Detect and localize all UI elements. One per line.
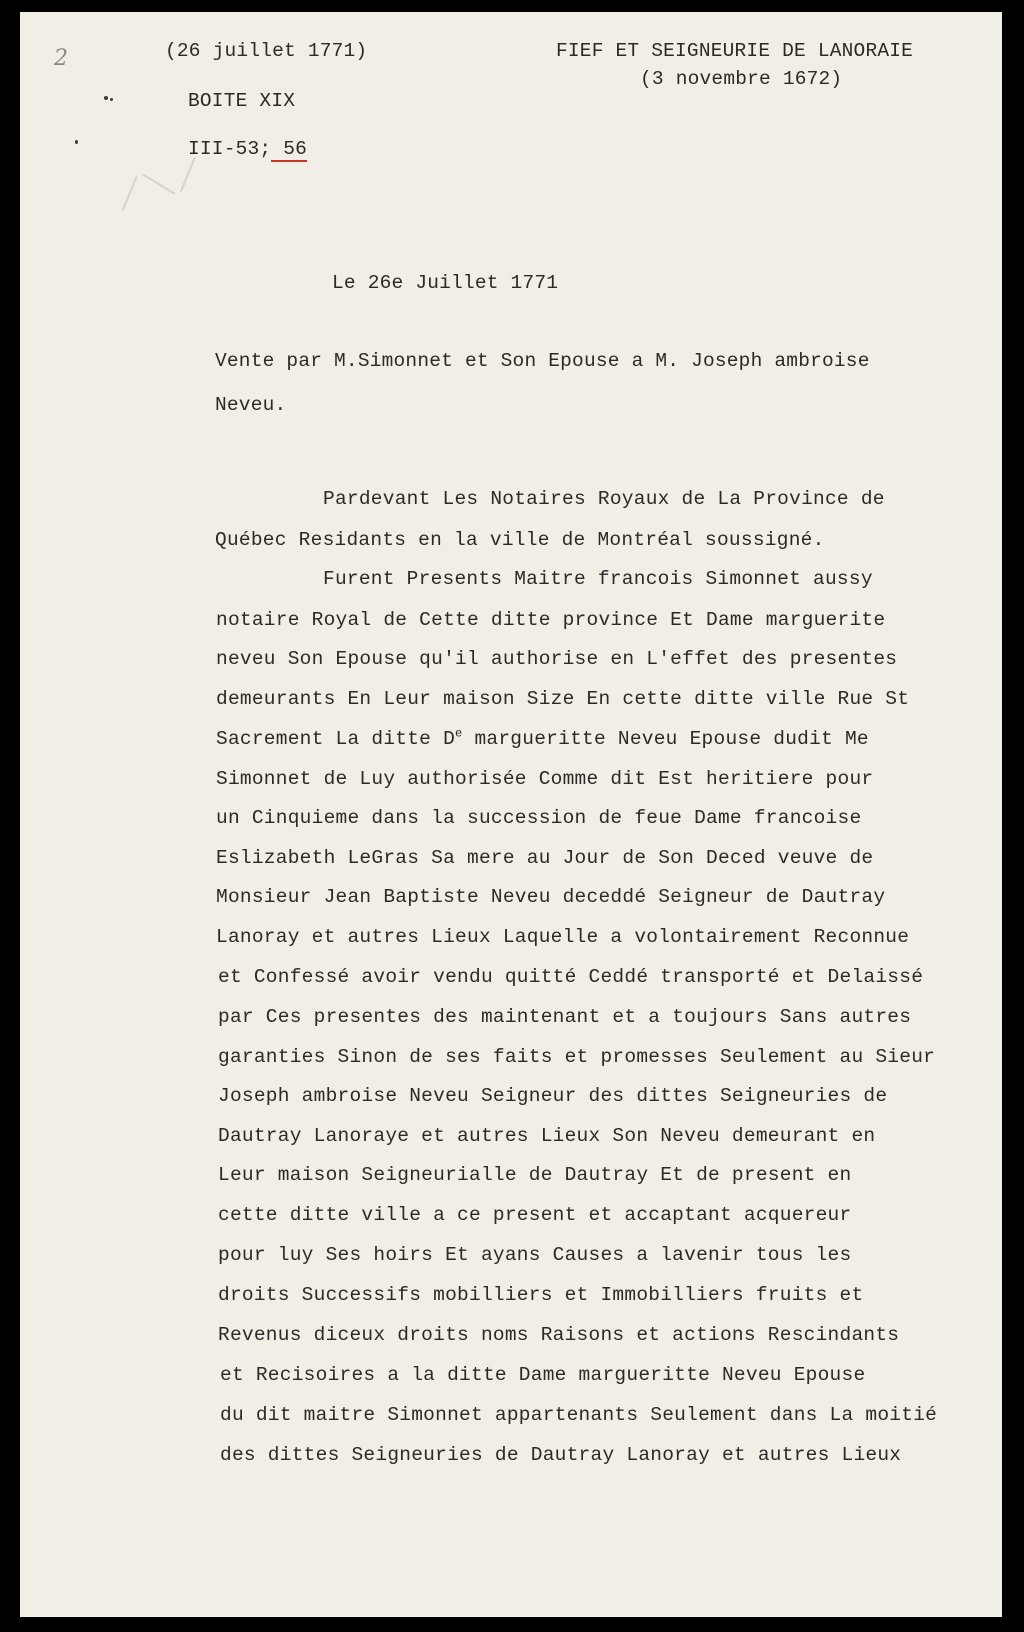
body-line: Québec Residants en la ville de Montréal soussigné. bbox=[215, 529, 825, 551]
body-line: Eslizabeth LeGras Sa mere au Jour de Son Deced veuve de bbox=[216, 847, 874, 869]
body-line: pour luy Ses hoirs Et ayans Causes a lavenir tous les bbox=[218, 1244, 852, 1266]
body-line: demeurants En Leur maison Size En cette ditte ville Rue St bbox=[216, 688, 910, 710]
body-line: Monsieur Jean Baptiste Neveu deceddé Seigneur de Dautray bbox=[216, 886, 886, 908]
reference-number bbox=[188, 138, 307, 160]
body-line-with-superscript bbox=[216, 728, 869, 750]
reference-suffix: 56 bbox=[271, 138, 308, 160]
body-line: Lanoray et autres Lieux Laquelle a volontairement Reconnue bbox=[216, 926, 910, 948]
reference-prefix: III-53; bbox=[188, 138, 272, 160]
superscript-e: e bbox=[455, 726, 463, 741]
body-line: par Ces presentes des maintenant et a toujours Sans autres bbox=[218, 1006, 912, 1028]
document-date-line: Le 26e Juillet 1771 bbox=[332, 272, 559, 294]
body-line: Pardevant Les Notaires Royaux de La Province de bbox=[323, 488, 885, 510]
document-page bbox=[20, 12, 1002, 1617]
body-line-rest: margueritte Neveu Epouse dudit Me bbox=[462, 728, 869, 750]
body-line-start: Sacrement La ditte D bbox=[216, 728, 456, 750]
subject-line-2: Neveu. bbox=[215, 394, 287, 416]
ink-speck bbox=[75, 140, 78, 144]
body-line: Joseph ambroise Neveu Seigneur des dittes Seigneuries de bbox=[218, 1085, 888, 1107]
header-title-right: FIEF ET SEIGNEURIE DE LANORAIE bbox=[556, 40, 914, 62]
body-line: du dit maitre Simonnet appartenants Seulement dans La moitié bbox=[220, 1404, 938, 1426]
body-line: garanties Sinon de ses faits et promesses Seulement au Sieur bbox=[218, 1046, 936, 1068]
pencil-page-number: 2 bbox=[54, 46, 68, 71]
faint-pencil-mark: ⟋⟍⟋ bbox=[110, 148, 212, 220]
body-line: notaire Royal de Cette ditte province Et Dame marguerite bbox=[216, 609, 886, 631]
body-line: et Recisoires a la ditte Dame margueritte Neveu Epouse bbox=[220, 1364, 866, 1386]
box-number: BOITE XIX bbox=[188, 90, 296, 112]
header-date-left: (26 juillet 1771) bbox=[165, 40, 368, 62]
body-line: droits Successifs mobilliers et Immobilliers fruits et bbox=[218, 1284, 864, 1306]
ink-speck bbox=[104, 96, 108, 100]
header-date-right: (3 novembre 1672) bbox=[640, 68, 843, 90]
body-line: Simonnet de Luy authorisée Comme dit Est heritiere pour bbox=[216, 768, 874, 790]
body-line: Dautray Lanoraye et autres Lieux Son Neveu demeurant en bbox=[218, 1125, 876, 1147]
body-line: cette ditte ville a ce present et accaptant acquereur bbox=[218, 1204, 852, 1226]
body-line: un Cinquieme dans la succession de feue Dame francoise bbox=[216, 807, 862, 829]
body-line: Leur maison Seigneurialle de Dautray Et de present en bbox=[218, 1164, 852, 1186]
body-line: et Confessé avoir vendu quitté Ceddé transporté et Delaissé bbox=[218, 966, 924, 988]
body-line: neveu Son Epouse qu'il authorise en L'effet des presentes bbox=[216, 648, 898, 670]
ink-speck bbox=[110, 98, 113, 101]
body-line: Furent Presents Maitre francois Simonnet aussy bbox=[323, 568, 873, 590]
body-line: Revenus diceux droits noms Raisons et actions Rescindants bbox=[218, 1324, 900, 1346]
subject-line-1: Vente par M.Simonnet et Son Epouse a M. Joseph ambroise bbox=[215, 350, 870, 372]
body-line: des dittes Seigneuries de Dautray Lanoray et autres Lieux bbox=[220, 1444, 902, 1466]
